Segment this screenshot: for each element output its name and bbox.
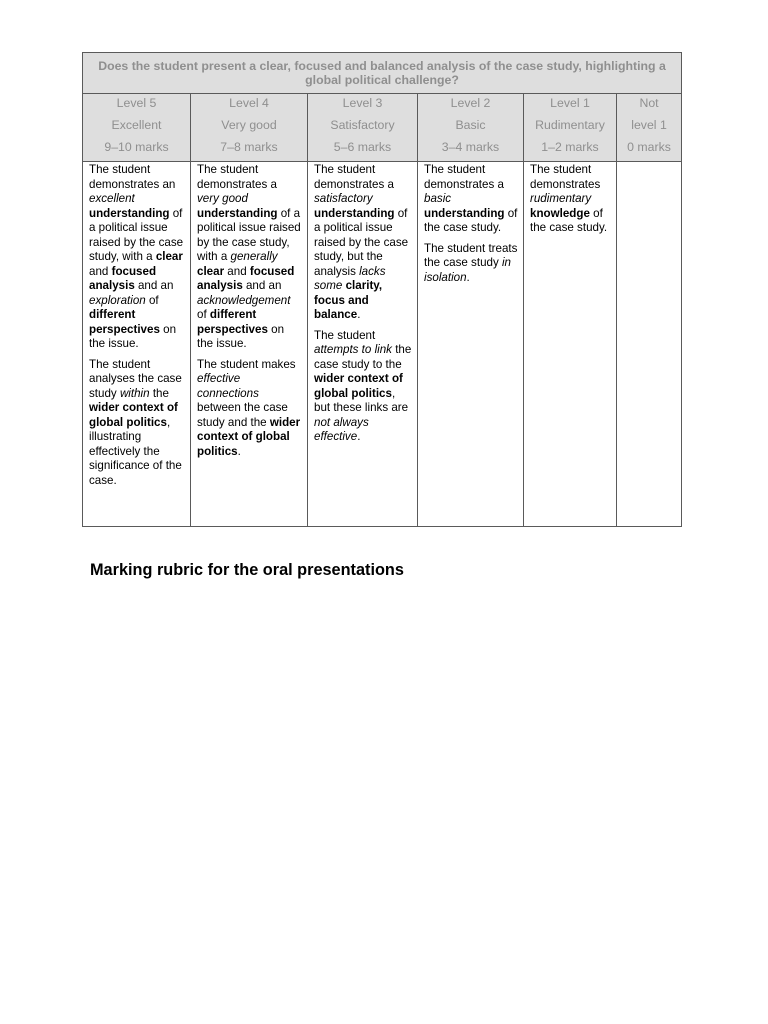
- level-label: Level 1: [550, 96, 590, 110]
- level-header-row: [83, 94, 682, 162]
- descriptor-paragraph: The student demonstrates rudimentary knowledge of the case study.: [530, 163, 608, 234]
- level-marks: 3–4 marks: [441, 140, 500, 154]
- level-label: Level 5: [116, 96, 157, 110]
- level-2-header: [418, 94, 524, 162]
- descriptor-paragraph: The student demonstrates a satisfactory understanding of a political issue raised by the case study, but the analysis lacks some clarity, focus and balance.: [314, 163, 409, 321]
- level-marks: 9–10 marks: [104, 140, 169, 154]
- level-5-descriptor: [83, 162, 191, 527]
- level-1-descriptor: [524, 162, 617, 527]
- rubric-question: Does the student present a clear, focused and balanced analysis of the case study, highlighting a global political challenge?: [83, 53, 682, 94]
- level-name: Rudimentary: [535, 118, 605, 132]
- level-marks: 1–2 marks: [541, 140, 599, 154]
- level-name: Very good: [221, 118, 277, 132]
- level-3-descriptor: [308, 162, 418, 527]
- descriptor-paragraph: The student analyses the case study within the wider context of global politics, illustrating effectively the significance of the case.: [89, 357, 182, 487]
- level-label: Level 4: [229, 96, 269, 110]
- descriptor-paragraph: The student attempts to link the case study to the wider context of global politics, but these links are not always effective.: [314, 328, 412, 443]
- marking-rubric-table: [82, 52, 682, 527]
- rubric-caption: Marking rubric for the oral presentations: [90, 561, 404, 579]
- descriptor-paragraph: The student demonstrates a basic understanding of the case study.: [424, 163, 518, 234]
- descriptor-row: [83, 162, 682, 527]
- not-level-1-descriptor: [617, 162, 682, 527]
- question-row: [83, 53, 682, 94]
- level-3-header: [308, 94, 418, 162]
- level-label: Level 3: [342, 96, 383, 110]
- level-label: Level 2: [450, 96, 491, 110]
- level-marks: 0 marks: [627, 140, 671, 154]
- level-name: Basic: [455, 118, 486, 132]
- level-name: level 1: [631, 118, 667, 132]
- level-4-descriptor: [191, 162, 308, 527]
- level-marks: 7–8 marks: [220, 140, 278, 154]
- level-1-header: [524, 94, 617, 162]
- level-name: Excellent: [111, 118, 162, 132]
- level-2-descriptor: [418, 162, 524, 527]
- level-marks: 5–6 marks: [333, 140, 392, 154]
- level-name: Satisfactory: [330, 118, 395, 132]
- level-4-header: [191, 94, 308, 162]
- descriptor-paragraph: The student demonstrates a very good understanding of a political issue raised by the case study, with a generally clear and focused analysis and an acknowledgement of different perspectives on the issue.: [197, 163, 301, 350]
- level-5-header: [83, 94, 191, 162]
- level-label: Not: [639, 96, 659, 110]
- not-level-1-header: [617, 94, 682, 162]
- descriptor-paragraph: The student makes effective connections between the case study and the wider context of global politics.: [197, 357, 301, 458]
- descriptor-paragraph: The student demonstrates an excellent understanding of a political issue raised by the case study, with a clear and focused analysis and an exploration of different perspectives on the issue.: [89, 163, 184, 350]
- descriptor-paragraph: The student treats the case study in isolation.: [424, 241, 518, 284]
